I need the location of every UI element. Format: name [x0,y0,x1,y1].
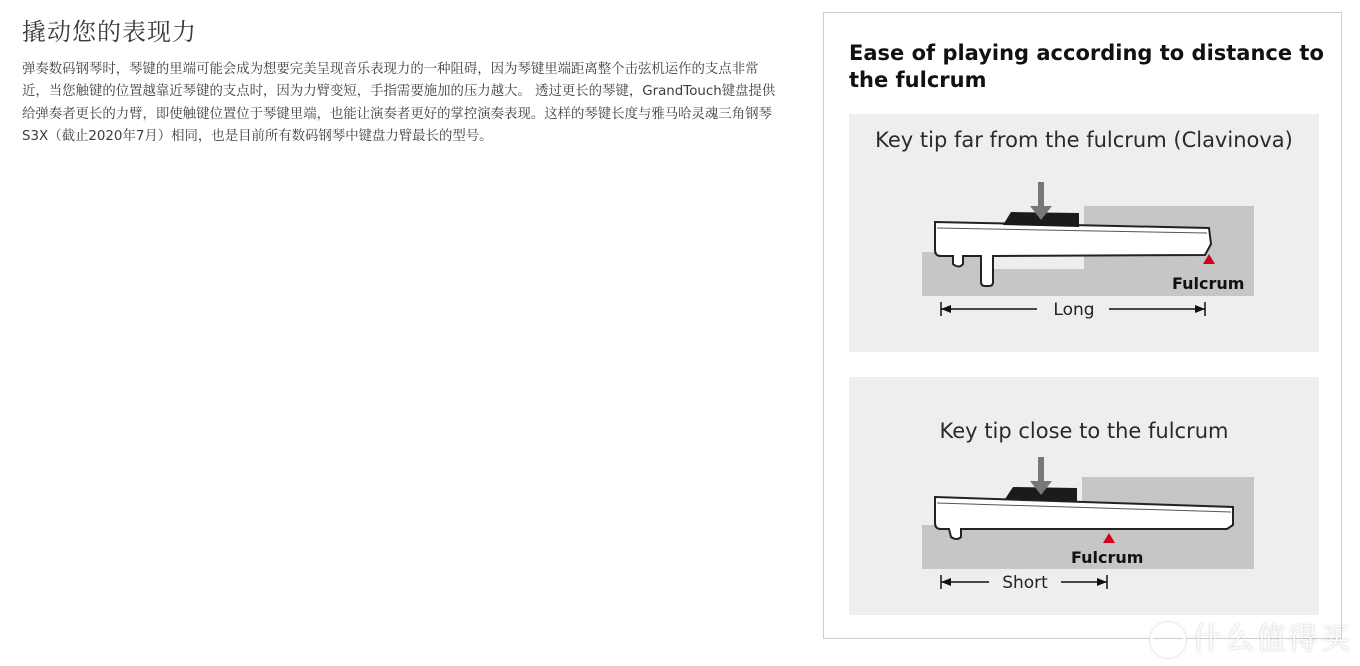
panel-far-title: Key tip far from the fulcrum (Clavinova) [875,128,1293,152]
distance-label: Long [1053,300,1095,320]
figure-title: Ease of playing according to distance to the fulcrum [849,41,1324,92]
distance-label: Short [1002,573,1048,593]
panel-close-fulcrum [849,377,1319,615]
panel-far-fulcrum [849,114,1319,352]
dim-left-arrow-icon [941,578,951,586]
fulcrum-figure [823,12,1342,639]
press-arrow-shaft [1038,457,1044,483]
key-diagram-long [849,114,1319,352]
watermark-logo-icon [1150,622,1186,658]
watermark-text: 什么值得买 [1192,621,1352,657]
watermark [1150,614,1352,659]
key-diagram-short [849,377,1319,615]
fulcrum-label: Fulcrum [1071,548,1144,567]
fulcrum-label: Fulcrum [1172,274,1245,293]
press-arrow-shaft [1038,182,1044,208]
dim-right-arrow-icon [1195,305,1205,313]
dim-left-arrow-icon [941,305,951,313]
panel-close-title: Key tip close to the fulcrum [939,419,1229,443]
dim-right-arrow-icon [1097,578,1107,586]
article-body: 弹奏数码钢琴时，琴键的里端可能会成为想要完美呈现音乐表现力的一种阻碍，因为琴键里端距离整个击弦机运作的支点非常近，当您触键的位置越靠近琴键的支点时，因为力臂变短，手指需要施加的压力越大。 透过更长的琴键，GrandTouch键盘提供给弹奏者更长的力臂，即使触键位置位于琴键里端，也能让演奏者更好的掌控演奏表现。这样的琴键长度与雅马哈灵魂三角钢琴S3X（截止2020年7月）相同，也是目前所有数码钢琴中键盘力臂最长的型号。 [22,62,776,145]
article-heading: 撬动您的表现力 [22,18,197,46]
article [22,12,782,149]
